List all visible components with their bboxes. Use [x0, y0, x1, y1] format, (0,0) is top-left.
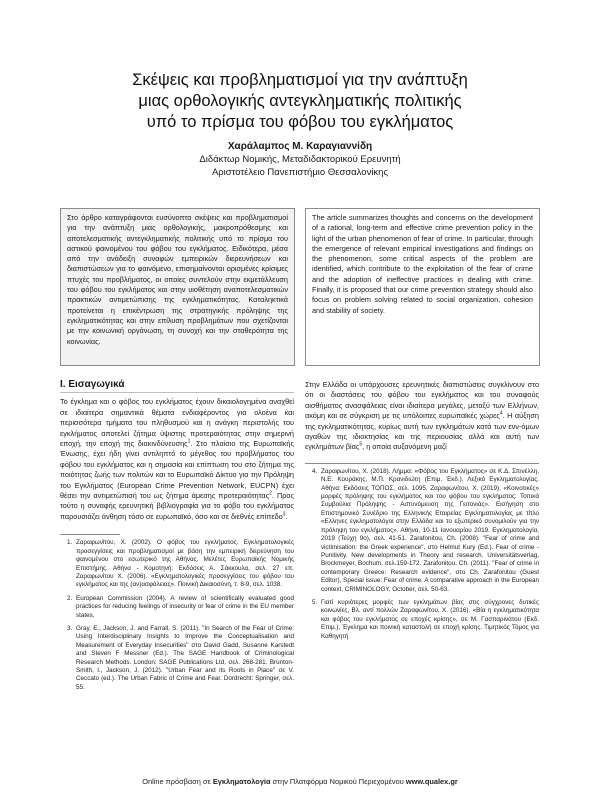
author-role: Διδάκτωρ Νομικής, Μεταδιδακτορικού Ερευνητή — [199, 154, 401, 165]
footer-middle: στην Πλατφόρμα Νομικού Περιεχομένου — [272, 777, 404, 786]
footer-prefix: Online πρόσβαση σε — [142, 777, 211, 786]
left-column — [60, 380, 294, 697]
intro-text-a: Το έγκλημα και ο φόβος του εγκλήματος έχουν δικαιολογημένα αναχθεί σε ιδιαίτερα σημαντικά θέματα ενδιαφέροντος για ολοένα και περισσότερα τμήματα του πληθυσμού και η ανάγκη περιστολής του εγκλήματος αποτελεί ζήτημα ύψιστης προτεραιότητας στην σημερινή εποχή, την εποχή της διακινδύνευσης — [60, 397, 294, 449]
footnote-ref-5[interactable]: 5 — [359, 442, 363, 449]
abstract-english — [305, 208, 540, 366]
abstract-greek-text: Στο άρθρο καταγράφονται ευσύνοπτα σκέψεις και προβληματισμοί για την ανάπτυξη μιας ορθολογικής, μακροπρόθεσμης και αποτελεσματικής αντεγκληματικής πολιτικής υπό το πρίσμα του αστικού φαινομένου του φόβου του εγκλήματος. Ειδικότερα, μέσα από την ανάδειξη συναφών εμπειρικών διερευνήσεων και διαπιστώσεων για το φαινόμενο, επισημαίνονται ορισμένες κρίσιμες πτυχές του προβλήματος, οι οποίες συντελούν στην εκμετάλλευση του φόβου του εγκλήματος και στην υιοθέτηση αναποτελεσματικών πρακτικών αντιμετώπισης της εγκληματικότητας. Καταληκτικά προτείνεται η επικέντρωση της στρατηγικής πρόληψης της εγκληματικότητας και στην επίλυση προβλημάτων που σχετίζονται με την κοινωνική οργάνωση, τη συνοχή και την σταθερότητα της κοινωνίας. — [67, 213, 288, 346]
intro-text-b: . Στο πλαίσιο της Ευρωπαϊκής Ένωσης, έχει ήδη γίνει αντιληπτό το μέγεθος του προβλήματος του φόβου του εγκλήματος και η σημασία και επίπτωση του στο ζήτημα της ποιότητας ζωής των πολιτών και το Ευρωπαϊκό Δίκτυο για την Πρόληψη του Εγκλήματος (European Crime Prevention Network, EUCPN) έχει θέσει την αντιμετώπισή του ως ζήτημα άμεσης προτεραιότητας — [60, 439, 294, 501]
author-affiliation: Αριστοτέλειο Πανεπιστήμιο Θεσσαλονίκης — [211, 167, 389, 178]
footnote-3: 3. Gray, E., Jackson, J. and Farrall, S. (2011). "In Search of the Fear of Crime: Using Interdisciplinary Insights to Improve the Conceptualisation and Measurement of Everyday Insecurities" στο David Gadd, Susanne Karstedt and Steven F Messner (Ed.). The SAGE Handbook of Criminological Research Methods. London: SAGE Publications Ltd, σελ. 268-281. Brunton-Smith, I., Jackson, J. (2012). "Urban Fear and its Roots in Place" σε V. Ceccato (ed.). The Urban Fabric of Crime and Fear. Dordrecht: Springer, σελ. 55. — [74, 625, 294, 692]
intro-right-text-b: . Η αύξηση της εγκληματικότητας, κυρίως αυτή των εγκλημάτων κατά των ενν-όμων αγαθών της ιδιοκτησίας και της περιουσίας αλλά και αυτή των εγκλημάτων βίας — [305, 411, 539, 452]
abstract-english-text: The article summarizes thoughts and concerns on the development of a rational, long-term and effective crime prevention policy in the light of the urban phenomenon of fear of crime. In particular, through the emergence of relevant empirical investigations and findings on the phenomenon, some critical aspects of the problem are identified, which contribute to the exploitation of the fear of crime and the adoption of ineffective practices in dealing with crime. Finally, it is proposed that our crime prevention strategy should also focus on problem solving related to social organization, cohesion and stability of society. — [312, 213, 533, 315]
title-line-3: υπό το πρίσμα του φόβου του εγκλήματος — [146, 113, 454, 131]
section-heading: I. Εισαγωγικά — [60, 380, 294, 393]
footnotes-left — [60, 539, 294, 692]
intro-paragraph-right — [305, 380, 539, 453]
intro-text-c: . Προς τούτο η συναφής ερευνητική βιβλιογραφία για το φόβο του εγκλήματος παρουσιάζει άνθηση τόσο σε ευρωπαϊκό, όσο και σε διεθνές επίπεδο — [60, 491, 294, 521]
footnotes-right — [305, 468, 539, 641]
footnote-4: 4. Ζαραφωνίτου, Χ. (2018). Λήμμα: «Φόβος του Εγκλήματος» σε Κ.Δ. Σπινέλλη, Ν.Ε. Κουράκης, Μ.Π. Κρανιδιώτη (Επιμ. Έκδ.). Λεξικό Εγκληματολογίας. Αθήνα: Εκδόσεις ΤΟΠΟΣ, σελ. 1095. Ζαραφωνίτου, Χ. (2019). «Κοινοτικές» μορφές πρόληψης του εγκλήματος και του φόβου του εγκλήματος: Τοπικά Συμβούλια Πρόληψης - Αστυνόμευση της Γειτονιάς». Εισήγηση στο Επιστημονικό Συνέδριο της Ελληνικής Εταιρείας Εγκληματολογίας με τίτλο «Ελληνες εγκληματολόγοι στην Ελλάδα και το εξωτερικό συνομιλούν για την πρόληψη του εγκλήματος». Αθήνα, 10-11 Ιανουαρίου 2019. Εγκληματολογία, 2019 (Τεύχη 9ο), σελ. 41-51. Zarafonitou, Ch. (2008). "Fear of crime and victimisation: the Greek experience", στο Helmut Kury (Ed.). Fear of crime - Punitivity. New developments in Theory and research. Universitätsverlag, Brockmeyer, Bochum, σελ.159-172. Zarafonitou, Ch. (2011). "Fear of crime in contemporary Greece: Research evidence", στο Ch. Zarafonitou (Guest Editor), Special issue: Fear of crime. A comparative approach in the European context, CRIMINOLOGY, October, σελ. 50-63. — [319, 468, 539, 594]
intro-paragraph-left — [60, 397, 294, 522]
footer-url-link[interactable]: www.qualex.gr — [405, 777, 458, 786]
footnote-5: 5. Γιατί κυριότερες μορφές των εγκλημάτων βίας στις σύγχρονες δυτικές κοινωνίες, Βλ. αντί πολλών Ζαραφωνίτου, Χ. (2016). «Βία η εγκληματικότητα και φόβος του εγκλήματος σε εποχές κρίσης», σε Μ. Γασπαρινάτου (Εκδ. Επιμ.), Έγκλημα και ποινική καταστολή σε εποχή κρίσης. Τιμητικός Τόμος για Καθηγητή — [319, 599, 539, 641]
author-block — [60, 140, 540, 179]
right-column — [305, 380, 539, 646]
intro-text-d: . — [285, 511, 288, 521]
article-title — [60, 70, 540, 133]
footer-journal: Εγκληματολογία — [212, 777, 271, 786]
title-line-1: Σκέψεις και προβληματισμοί για την ανάπτυξη — [132, 71, 468, 89]
footnote-ref-4[interactable]: 4 — [499, 410, 503, 417]
page-footer — [60, 777, 540, 786]
intro-right-text-c: , η οποία αυξανόμενη μαζί — [362, 442, 447, 452]
footnote-ref-2[interactable]: 2 — [269, 490, 272, 497]
footnote-ref-3[interactable]: 3 — [282, 511, 286, 518]
footnote-ref-1[interactable]: 1 — [187, 438, 191, 445]
footnote-divider-right — [305, 463, 539, 464]
footnote-1: 1. Ζαραφωνίτου, Χ. (2002). Ο φόβος του εγκλήματος. Εγκληματολογικές προσεγγίσεις και προβληματισμοί με βάση την εμπειρική διερεύνηση του φαινομένου στο εσωτερικό της Αθήνας. Μελέτες Ευρωπαϊκής Νομικής Επιστήμης. Αθήνα - Κομοτηνή: Εκδόσεις Α. Σάκκουλα, σελ. 27 επ. Ζαραφωνίτου Χ. (2006). «Εγκληματολογικές προσεγγίσεις του φόβου του εγκλήματος και της (αν)ασφάλειας». Ποινική Δικαιοσύνη, τ. 8-9, σελ. 1038. — [74, 539, 294, 589]
footnote-divider-left — [60, 534, 120, 535]
abstract-greek — [60, 208, 295, 366]
author-name: Χαράλαμπος Μ. Καραγιαννίδη — [227, 141, 373, 152]
intro-right-text-a: Στην Ελλάδα οι υπάρχουσες ερευνητικές διαπιστώσεις συγκλίνουν στο ότι οι διαστάσεις του φόβου του εγκλήματος και του συναφούς αισθήματος ανασφάλειας είναι ιδιαίτερα μεγάλες, μεταξύ των Ελλήνων, ακόμη και σε σύγκριση με τις υπόλοιπες ευρωπαϊκές χώρες — [305, 380, 539, 421]
footnote-2: 2. European Commission (2004). A review of scientifically evaluated good practices for reducing feelings of insecurity or fear of crime in the EU member states. — [74, 595, 294, 620]
title-line-2: μιας ορθολογικής αντεγκληματικής πολιτικής — [138, 92, 462, 110]
